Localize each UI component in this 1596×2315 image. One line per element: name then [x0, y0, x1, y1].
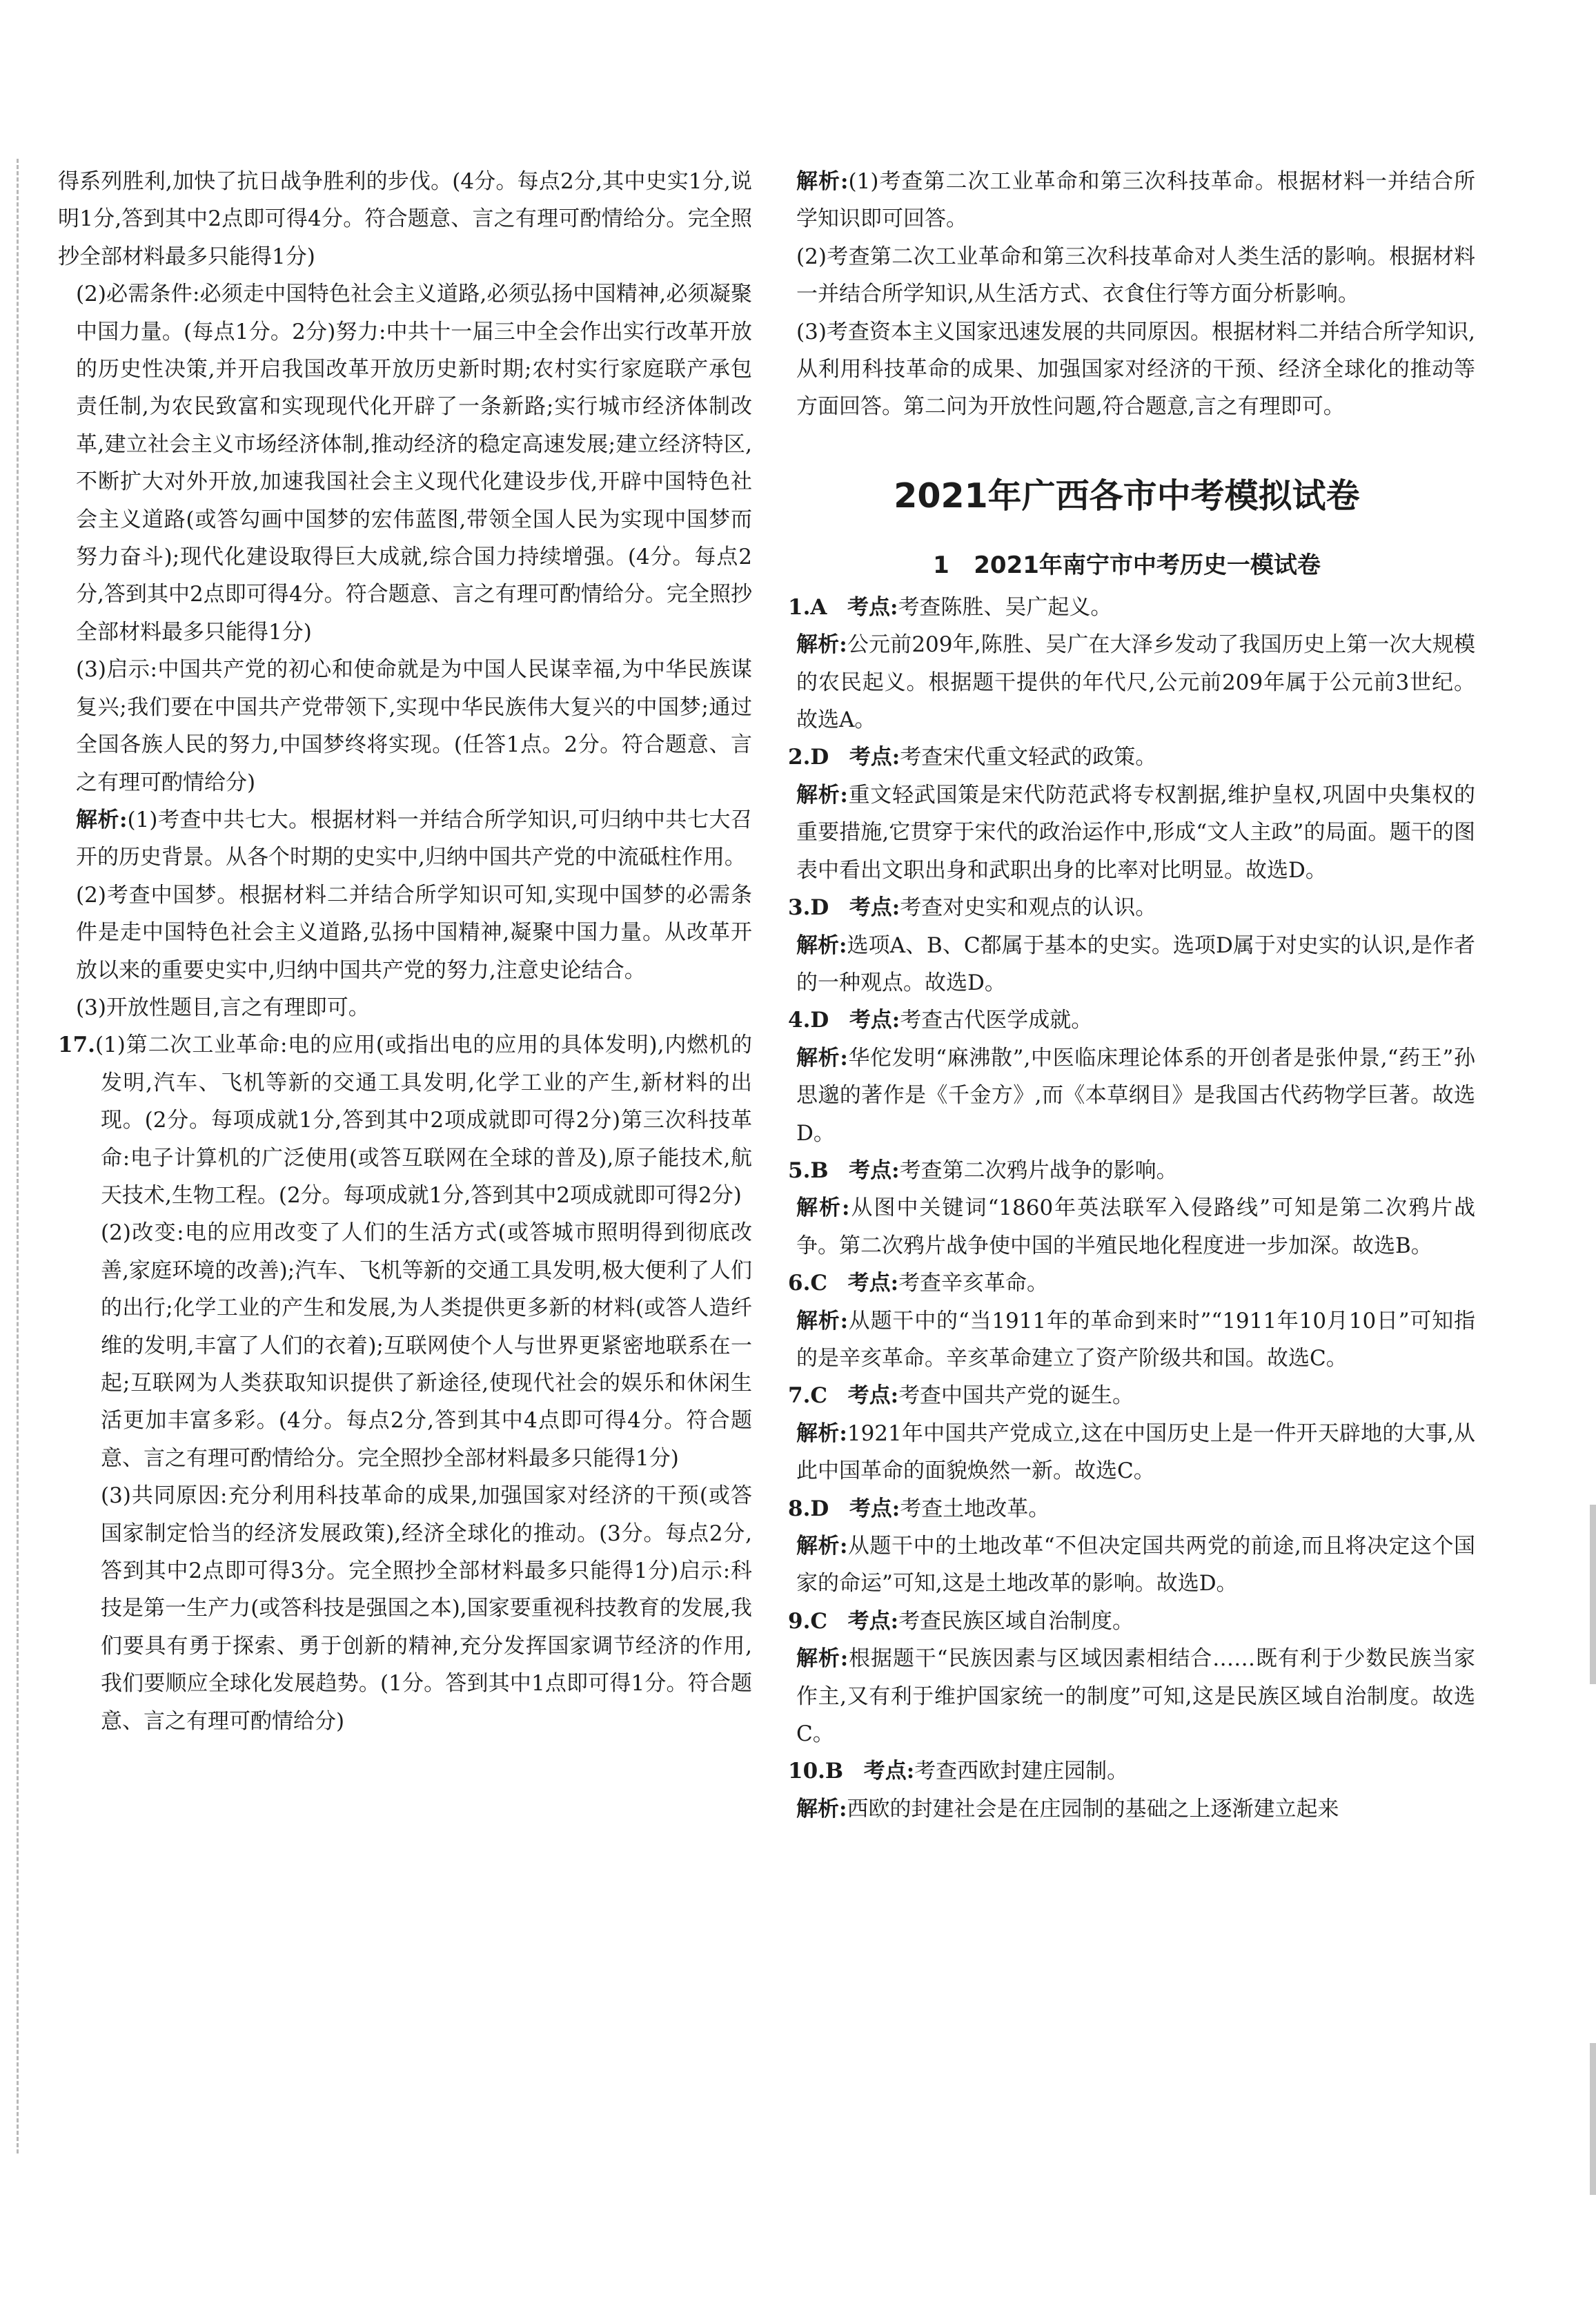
answer-item — [778, 1377, 1475, 1489]
analysis-paragraph: (2)考查中国梦。根据材料二并结合所学知识可知,实现中国梦的必需条件是走中国特色社会主义道路,弘扬中国精神,凝聚中国力量。从改革开放以来的重要史实中,归纳中国共产党的努力,注意史论结合。 — [76, 882, 752, 983]
point-label: 考点: — [847, 1383, 899, 1409]
section-title: 2021年广西各市中考模拟试卷 — [894, 476, 1360, 516]
analysis-paragraph: 解析:(1)考查中共七大。根据材料一并结合所学知识,可归纳中共七大召开的历史背景。从各个时期的史实中,归纳中国共产党的中流砥柱作用。 — [76, 807, 752, 870]
answer-number: 5.B — [788, 1158, 829, 1183]
analysis-label: 解析: — [796, 932, 847, 958]
answer-item — [778, 889, 1475, 1002]
analysis-paragraph: (3)考查资本主义国家迅速发展的共同原因。根据材料二并结合所学知识,从利用科技革命的成果、加强国家对经济的干预、经济全球化的推动等方面回答。第二问为开放性问题,符合题意,言之有理即可。 — [796, 319, 1475, 420]
point-label: 考点: — [863, 1759, 915, 1784]
analysis-label: 解析: — [796, 632, 847, 658]
analysis-label: 解析: — [796, 1045, 848, 1071]
analysis-label: 解析: — [796, 1308, 849, 1334]
answer-number: 2.D — [788, 745, 829, 770]
answer-number: 9.C — [788, 1608, 828, 1634]
answer-line: 3.D 考点:考查对史实和观点的认识。 — [788, 895, 1157, 921]
exam-subtitle: 1 2021年南宁市中考历史一模试卷 — [933, 551, 1321, 579]
answer-list — [778, 589, 1475, 1828]
analysis-paragraph: 解析:(1)考查第二次工业革命和第三次科技革命。根据材料一并结合所学知识即可回答。 — [796, 169, 1475, 232]
answer-line: 4.D 考点:考查古代医学成就。 — [788, 1008, 1093, 1033]
answer-line: 2.D 考点:考查宋代重文轻武的政策。 — [788, 745, 1157, 770]
answer-line: 1.A 考点:考查陈胜、吴广起义。 — [788, 594, 1112, 620]
point-label: 考点: — [849, 1008, 900, 1033]
analysis-label: 解析: — [796, 1195, 850, 1221]
answer-item — [778, 1002, 1475, 1152]
answer-item — [778, 1264, 1475, 1377]
answer-number: 10.B — [788, 1759, 844, 1784]
answer-line: 5.B 考点:考查第二次鸦片战争的影响。 — [788, 1158, 1178, 1183]
analysis-label: 解析: — [796, 1534, 848, 1559]
answer-item — [778, 589, 1475, 739]
answer-paragraph: 得系列胜利,加快了抗日战争胜利的步伐。(4分。每点2分,其中史实1分,说明1分,答到其中2点即可得4分。符合题意、言之有理可酌情给分。完全照抄全部材料最多只能得1分) — [58, 169, 752, 269]
analysis-label: 解析: — [796, 782, 848, 808]
answer-number: 6.C — [788, 1271, 828, 1296]
page-edge-shadow — [1590, 1505, 1596, 1684]
analysis-paragraph: (2)考查第二次工业革命和第三次科技革命对人类生活的影响。根据材料一并结合所学知识,从生活方式、衣食住行等方面分析影响。 — [796, 244, 1475, 307]
answer-line: 9.C 考点:考查民族区域自治制度。 — [788, 1608, 1134, 1634]
answer-item — [778, 1752, 1475, 1828]
answer-paragraph: (2)改变:电的应用改变了人们的生活方式(或答城市照明得到彻底改善,家庭环境的改善);汽车、飞机等新的交通工具发明,极大便利了人们的出行;化学工业的产生和发展,为人类提供更多新的材料(或答人造纤维的发明,丰富了人们的衣着);互联网使个人与世界更紧密地联系在一起;互联网为人类获取知识提供了新途径,使现代社会的娱乐和休闲生活更加丰富多彩。(4分。每点2分,答到其中4点即可得4分。符合题意、言之有理可酌情给分。完全照抄全部材料最多只能得1分) — [101, 1220, 752, 1471]
answer-line: 8.D 考点:考查土地改革。 — [788, 1496, 1050, 1521]
point-label: 考点: — [849, 1158, 900, 1183]
right-column — [778, 163, 1475, 1828]
answer-line: 7.C 考点:考查中国共产党的诞生。 — [788, 1383, 1134, 1409]
answer-paragraph: (3)共同原因:充分利用科技革命的成果,加强国家对经济的干预(或答国家制定恰当的经济发展政策),经济全球化的推动。(3分。每点2分,答到其中2点即可得3分。完全照抄全部材料最多只能得1分)启示:科技是第一生产力(或答科技是强国之本),国家要重视科技教育的发展,我们要具有勇于探索、勇于创新的精神,充分发挥国家调节经济的作用,我们要顺应全球化发展趋势。(1分。答到其中1点即可得1分。符合题意、言之有理可酌情给分) — [101, 1483, 752, 1734]
answer-item — [778, 1490, 1475, 1603]
answer-item — [778, 1152, 1475, 1264]
answer-analysis: 解析:从题干中的“当1911年的革命到来时”“1911年10月10日”可知指的是辛亥革命。辛亥革命建立了资产阶级共和国。故选C。 — [796, 1308, 1475, 1371]
analysis-label: 解析: — [796, 1646, 849, 1672]
answer-analysis: 解析:从图中关键词“1860年英法联军入侵路线”可知是第二次鸦片战争。第二次鸦片战争使中国的半殖民地化程度进一步加深。故选B。 — [796, 1195, 1475, 1258]
analysis-paragraph: (3)开放性题目,言之有理即可。 — [76, 995, 370, 1020]
answer-analysis: 解析:重文轻武国策是宋代防范武将专权割据,维护皇权,巩固中央集权的重要措施,它贯穿于宋代的政治运作中,形成“文人主政”的局面。题干的图表中看出文职出身和武职出身的比率对比明显。故选D。 — [796, 782, 1475, 883]
answer-number: 3.D — [788, 895, 829, 921]
answer-analysis: 解析:从题干中的土地改革“不但决定国共两党的前途,而且将决定这个国家的命运”可知,这是土地改革的影响。故选D。 — [796, 1534, 1475, 1596]
answer-number: 4.D — [788, 1008, 829, 1033]
question-number: 17. — [58, 1033, 95, 1058]
point-label: 考点: — [849, 1496, 900, 1521]
answer-line: 6.C 考点:考查辛亥革命。 — [788, 1271, 1049, 1296]
answer-line: 10.B 考点:考查西欧封建庄园制。 — [788, 1759, 1129, 1784]
answer-analysis: 解析:1921年中国共产党成立,这在中国历史上是一件开天辟地的大事,从此中国革命的面貌焕然一新。故选C。 — [796, 1420, 1475, 1484]
answer-analysis: 解析:华佗发明“麻沸散”,中医临床理论体系的开创者是张仲景,“药王”孙思邈的著作是《千金方》,而《本草纲目》是我国古代药物学巨著。故选D。 — [796, 1045, 1475, 1146]
answer-item — [778, 739, 1475, 889]
answer-paragraph: (2)必需条件:必须走中国特色社会主义道路,必须弘扬中国精神,必须凝聚中国力量。(每点1分。2分)努力:中共十一届三中全会作出实行改革开放的历史性决策,并开启我国改革开放历史新时期;农村实行家庭联产承包责任制,为农民致富和实现现代化开辟了一条新路;实行城市经济体制改革,建立社会主义市场经济体制,推动经济的稳定高速发展;建立经济特区,不断扩大对外开放,加速我国社会主义现代化建设步伐,开辟中国特色社会主义道路(或答勾画中国梦的宏伟蓝图,带领全国人民为实现中国梦而努力奋斗);现代化建设取得巨大成就,综合国力持续增强。(4分。每点2分,答到其中2点即可得4分。符合题意、言之有理可酌情给分。完全照抄全部材料最多只能得1分) — [76, 282, 752, 645]
left-column — [58, 163, 752, 1740]
point-label: 考点: — [847, 1271, 899, 1296]
answer-analysis: 解析:选项A、B、C都属于基本的史实。选项D属于对史实的认识,是作者的一种观点。故选D。 — [796, 932, 1476, 995]
answer-number: 7.C — [788, 1383, 828, 1409]
analysis-label: 解析: — [796, 169, 849, 194]
column-fold-dashed-line — [17, 159, 19, 2153]
answer-item — [778, 1603, 1475, 1753]
answer-number: 1.A — [788, 594, 827, 620]
point-label: 考点: — [847, 1608, 899, 1634]
answer-paragraph: (3)启示:中国共产党的初心和使命就是为中国人民谋幸福,为中华民族谋复兴;我们要在中国共产党带领下,实现中华民族伟大复兴的中国梦;通过全国各族人民的努力,中国梦终将实现。(任答1点。2分。符合题意、言之有理可酌情给分) — [76, 657, 752, 795]
analysis-label: 解析: — [76, 807, 128, 832]
question-17-answer: 17.(1)第二次工业革命:电的应用(或指出电的应用的具体发明),内燃机的发明,汽车、飞机等新的交通工具发明,化学工业的产生,新材料的出现。(2分。每项成就1分,答到其中2项成就即可得2分)第三次科技革命:电子计算机的广泛使用(或答互联网在全球的普及),原子能技术,航天技术,生物工程。(2分。每项成就1分,答到其中2项成就即可得2分) — [58, 1033, 752, 1208]
answer-analysis: 解析:公元前209年,陈胜、吴广在大泽乡发动了我国历史上第一次大规模的农民起义。根据题干提供的年代尺,公元前209年属于公元前3世纪。故选A。 — [796, 632, 1475, 733]
page-edge-shadow — [1590, 2043, 1596, 2195]
answer-analysis: 解析:西欧的封建社会是在庄园制的基础之上逐渐建立起来 — [796, 1796, 1339, 1821]
point-label: 考点: — [849, 895, 900, 921]
answer-number: 8.D — [788, 1496, 829, 1521]
point-label: 考点: — [847, 594, 898, 620]
analysis-label: 解析: — [796, 1796, 847, 1821]
answer-analysis: 解析:根据题干“民族因素与区域因素相结合……既有利于少数民族当家作主,又有利于维护国家统一的制度”可知,这是民族区域自治制度。故选C。 — [796, 1646, 1475, 1747]
analysis-label: 解析: — [796, 1420, 847, 1446]
point-label: 考点: — [849, 745, 900, 770]
